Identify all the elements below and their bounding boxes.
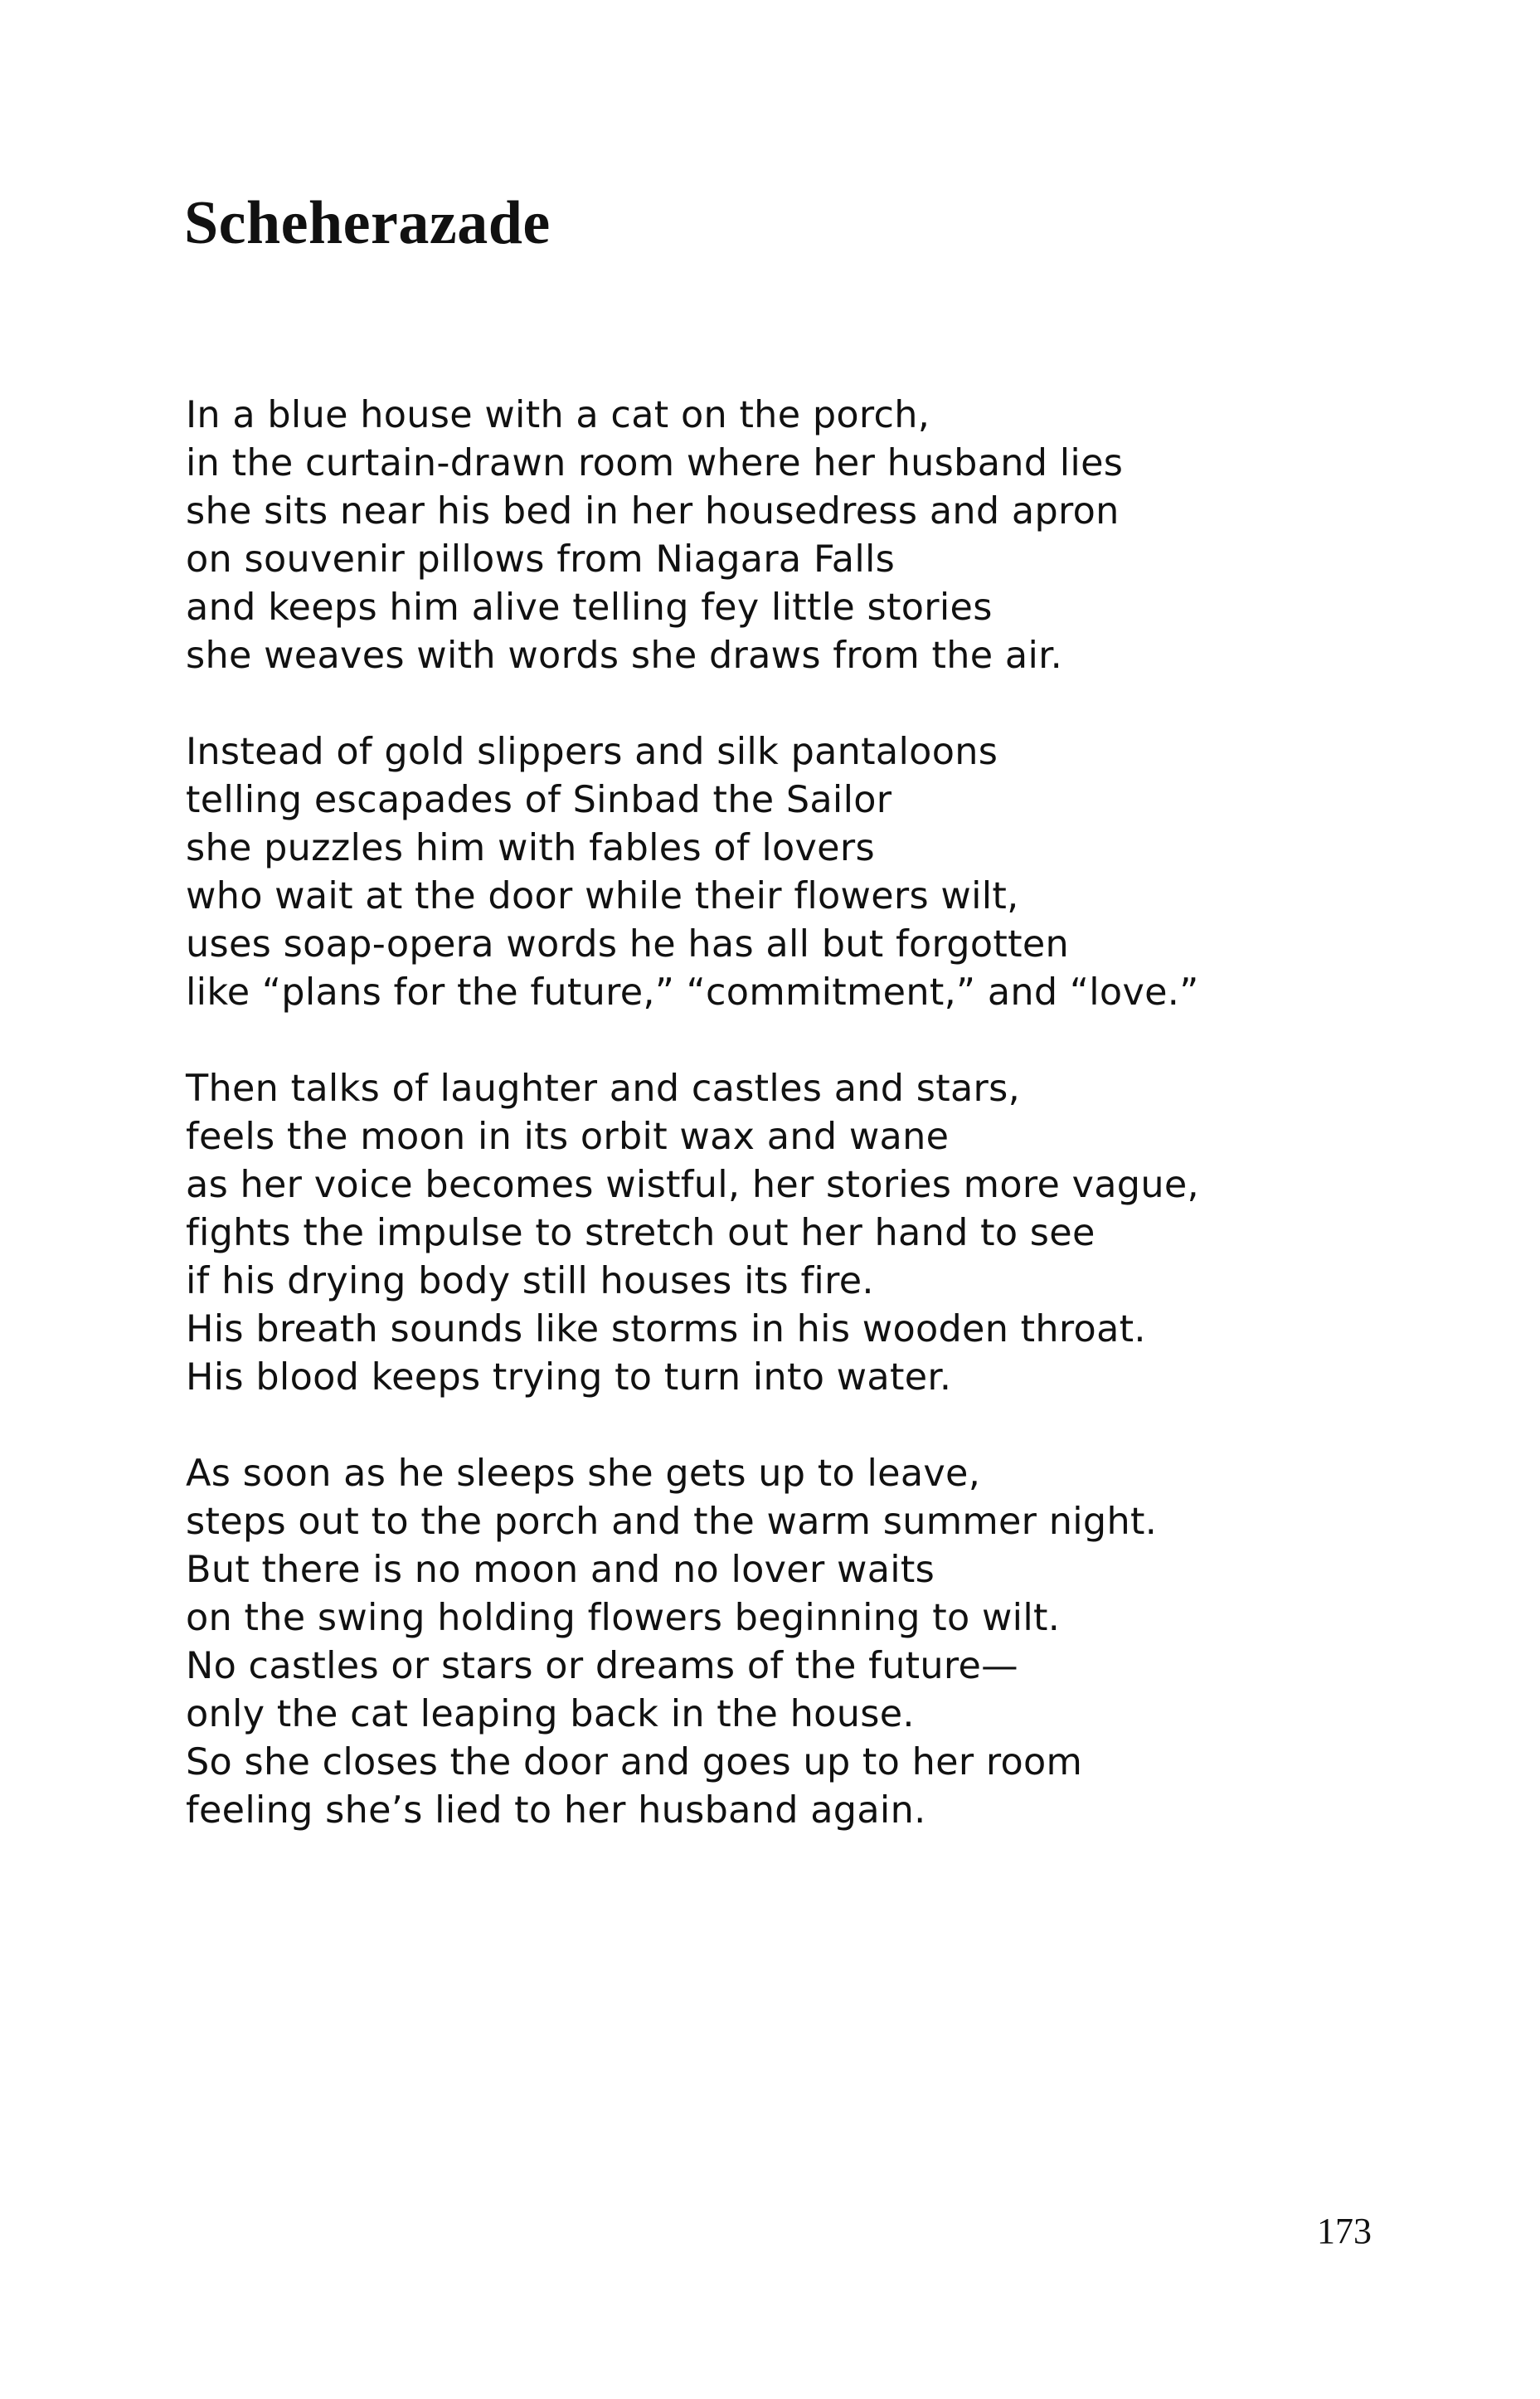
poem-line: His blood keeps trying to turn into water. — [186, 1356, 952, 1399]
poem-line: only the cat leaping back in the house. — [186, 1693, 915, 1735]
poem-line: as her voice becomes wistful, her stories more vague, — [186, 1164, 1199, 1206]
stanza — [186, 1450, 1388, 1835]
poem-body — [186, 392, 1388, 1883]
poem-line: if his drying body still houses its fire. — [186, 1260, 874, 1302]
poem-line: like “plans for the future,” “commitment,” and “love.” — [186, 971, 1199, 1014]
poem-line: No castles or stars or dreams of the future— — [186, 1645, 1018, 1687]
poem-line: His breath sounds like storms in his wooden throat. — [186, 1308, 1146, 1350]
poem-line: But there is no moon and no lover waits — [186, 1549, 935, 1591]
poem-line: Instead of gold slippers and silk pantaloons — [186, 731, 998, 773]
stanza — [186, 728, 1388, 1017]
page-number: 173 — [1317, 2211, 1372, 2251]
poem-line: who wait at the door while their flowers wilt, — [186, 875, 1019, 917]
poem-line: telling escapades of Sinbad the Sailor — [186, 779, 892, 821]
poem-line: in the curtain-drawn room where her husband lies — [186, 442, 1124, 484]
poem-title: Scheherazade — [184, 189, 551, 257]
poem-line: feeling she’s lied to her husband again. — [186, 1789, 926, 1832]
poem-line: fights the impulse to stretch out her hand to see — [186, 1212, 1095, 1254]
poem-line: she weaves with words she draws from the air. — [186, 635, 1063, 677]
poem-line: So she closes the door and goes up to her room — [186, 1741, 1083, 1783]
stanza — [186, 1065, 1388, 1402]
poem-line: steps out to the porch and the warm summer night. — [186, 1501, 1158, 1543]
poem-line: As soon as he sleeps she gets up to leave, — [186, 1453, 981, 1495]
poem-line: Then talks of laughter and castles and stars, — [186, 1068, 1021, 1110]
poem-line: on the swing holding flowers beginning to wilt. — [186, 1597, 1061, 1639]
poem-line: In a blue house with a cat on the porch, — [186, 394, 930, 436]
poem-line: uses soap-opera words he has all but forgotten — [186, 923, 1070, 966]
poem-line: feels the moon in its orbit wax and wane — [186, 1116, 950, 1158]
poem-line: she puzzles him with fables of lovers — [186, 827, 875, 869]
stanza — [186, 392, 1388, 680]
poem-line: and keeps him alive telling fey little stories — [186, 586, 993, 629]
poem-line: on souvenir pillows from Niagara Falls — [186, 538, 896, 581]
poem-line: she sits near his bed in her housedress and apron — [186, 490, 1120, 533]
